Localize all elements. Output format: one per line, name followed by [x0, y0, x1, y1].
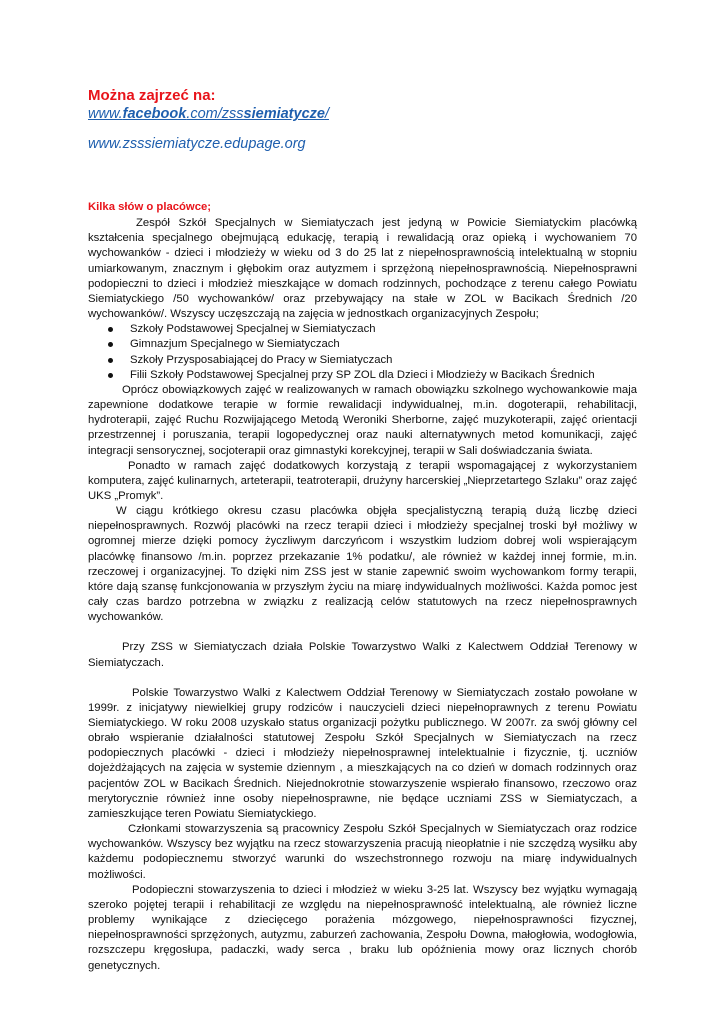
facebook-link-brand: facebook: [122, 106, 187, 122]
list-item: Gimnazjum Specjalnego w Siemiatyczach: [88, 337, 637, 352]
therapies-paragraph: Oprócz obowiązkowych zajęć w realizowanych w ramach obowiązku szkolnego wychowankowie maja zapewnione dodatkowe terapie w formie rewalidacji indywidualnej, m.in. dogoterapii, rehabilitacji, hydroterapii, zajęć Ruchu Rozwijającego Metodą Weroniki Sherborne, zajęć muzykoterapii, zajęć orientacji przestrzennej i poruszania, terapii logopedycznej oraz nauki alternatywnych metod komunikacji, zajęć integracji sensorycznej, socjoterapii oraz gimnastyki korekcyjnej, terapii w Sali doświadczania świata.: [88, 383, 637, 457]
development-paragraph: W ciągu krótkiego okresu czasu placówka objęła specjalistyczną terapią dużą liczbę dzieci niepełnosprawnych. Rozwój placówki na rzecz terapii dzieci i młodzieży specjalnej troski był możliwy w ogromnej mierze dzięki pomocy życzliwym darczyńcom i wszystkim ludziom dobrej woli wspierającym placówkę finansowo /m.in. poprzez przekazanie 1% podatku/, ale również w każdej innej formie, m.in. rzeczowej i organizacyjnej. To dzięki nim ZSS jest w stanie zapewnić swoim wychowankom formy terapii, które dają szansę funkcjonowania w przyszłym życiu na miarę indywidualnych możliwości. Każda pomoc jest cały czas bardzo potrzebna w związku z realizacją celów statutowych na rzecz niepełnosprawnych wychowanków.: [88, 505, 637, 624]
facebook-link-suffix: /: [324, 106, 329, 122]
list-item: Szkoły Podstawowej Specjalnej w Siemiatyczach: [88, 322, 637, 337]
body-text: [88, 200, 637, 974]
edupage-line: [88, 135, 648, 154]
facebook-link-prefix: www.: [88, 106, 123, 122]
society-history-paragraph: Polskie Towarzystwo Walki z Kalectwem Oddział Terenowy w Siemiatyczach zostało powołane w 1999r. z inicjatywy niewielkiej grupy rodziców i nauczycieli dzieci niepełnoprawnych z terenu Powiatu Siemiatyckiego. W roku 2008 uzyskało status organizacji pożytku publicznego. W 2007r. za swój główny cel obrało wspieranie działalności statutowej Zespołu Szkół Specjalnych w Siemiatyczach na rzecz podopiecznych placówki - dzieci i młodzieży niepełnosprawnej intelektualnie i fizycznie, tj. uczniów dojeżdżających na zajęcia w systemie dziennym , a mieszkających na co dzień w domach rodzinnych oraz pacjentów ZOL w Bacikach Średnich. Niejednokrotnie stowarzyszenie wspierało finansowo, rzeczowo oraz merytorycznie również inne osoby niepełnosprawne, nie będące uczniami ZSS w Siemiatyczach, a zamieszkujące teren Powiatu Siemiatyckiego.: [88, 686, 637, 820]
facebook-link-page: siemiatycze: [243, 106, 325, 122]
edupage-link[interactable]: www.zsssiemiatycze.edupage.org: [88, 136, 306, 152]
facebook-link-middle: .com/zss: [186, 106, 244, 122]
list-item: Filii Szkoły Podstawowej Specjalnej przy SP ZOL dla Dzieci i Młodzieży w Bacikach Średnich: [88, 368, 637, 383]
about-intro-paragraph: Zespół Szkół Specjalnych w Siemiatyczach jest jedyną w Powicie Siemiatyckim placówką kształcenia specjalnego obejmującą edukację, terapią i rewalidacją oraz opieką i wychowaniem 70 wychowanków - dzieci i młodzieży w wieku od 3 do 25 lat z niepełnosprawnością intelektualną w stopniu umiarkowanym, znacznym i głębokim oraz autyzmem i sprzężoną niepełnosprawnością. Niepełnosprawni podopieczni to dzieci i młodzież mieszkające w domach rodzinnych, pochodzące z terenu całego Powiatu Siemiatyckiego /50 wychowanków/ oraz przebywający na stałe w ZOL w Bacikach Średnich /20 wychowanków/. Wszyscy uczęszczają na zajęcia w jednostkach organizacyjnych Zespołu;: [88, 217, 637, 321]
links-block: [88, 86, 648, 154]
school-units-list: [88, 322, 637, 383]
society-intro-paragraph: Przy ZSS w Siemiatyczach działa Polskie Towarzystwo Walki z Kalectwem Oddział Terenowy w Siemiatyczach.: [88, 641, 637, 669]
links-heading: Można zajrzeć na:: [88, 87, 216, 104]
facebook-link[interactable]: [88, 106, 329, 122]
extra-activities-paragraph: Ponadto w ramach zajęć dodatkowych korzystają z terapii wspomagającej z wykorzystaniem komputera, zajęć kulinarnych, arteterapii, teatroterapii, drużyny harcerskiej „Nieprzetartego Szlaku” oraz zajęć UKS „Promyk”.: [88, 459, 637, 502]
about-heading: Kilka słów o placówce;: [88, 201, 212, 213]
society-members-paragraph: Członkami stowarzyszenia są pracownicy Zespołu Szkół Specjalnych w Siemiatyczach oraz rodzice wychowanków. Wszyscy bez wyjątku na rzecz stowarzyszenia pracują nieopłatnie i nie szczędzą wysiłku aby każdemu podopiecznemu stworzyć warunki do wszechstronnego rozwoju na miarę indywidualnych możliwości.: [88, 823, 637, 881]
list-item: Szkoły Przysposabiającej do Pracy w Siemiatyczach: [88, 353, 637, 368]
society-wards-paragraph: Podopieczni stowarzyszenia to dzieci i młodzież w wieku 3-25 lat. Wszyscy bez wyjątku wymagają szeroko pojętej terapii i rehabilitacji ze względu na niepełnosprawność intelektualną, ale również liczne problemy wynikające z dziecięcego porażenia mózgowego, niepełnosprawności fizycznej, niepełnosprawności sprzężonych, autyzmu, zaburzeń zachowania, Zespołu Downa, małogłowia, wodogłowia, rozszczepu kręgosłupa, padaczki, wady serca , braku lub opóźnienia mowy oraz licznych chorób genetycznych.: [88, 883, 637, 972]
facebook-line: [88, 105, 648, 124]
